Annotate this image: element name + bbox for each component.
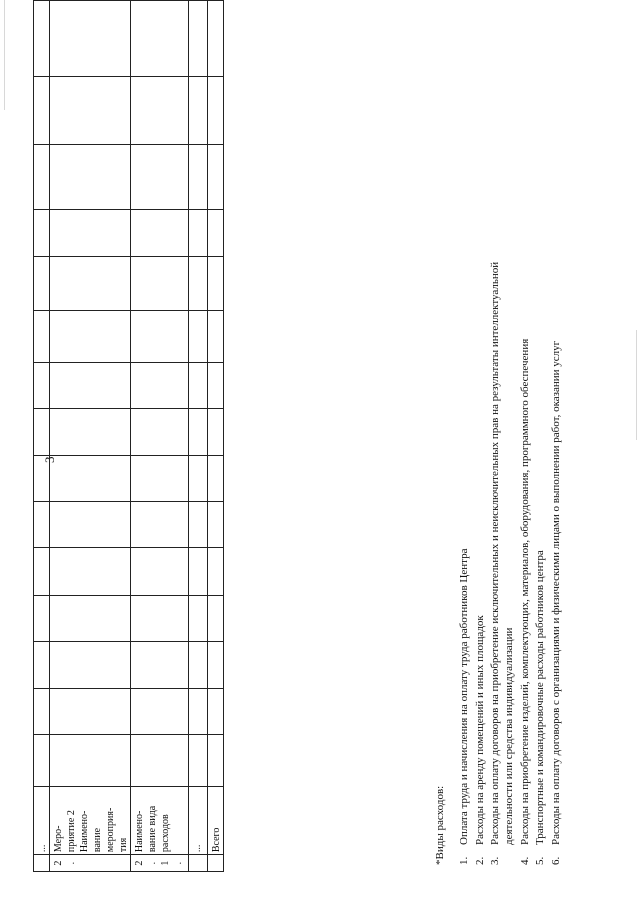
empty-cell — [131, 548, 189, 595]
expense-types-footnote — [433, 45, 565, 865]
empty-cell — [189, 502, 208, 548]
empty-cell — [131, 641, 189, 688]
row-name-line: ... — [192, 844, 203, 853]
expense-type-text: Оплата труда и начисления на оплату труда работников Центра — [458, 548, 470, 845]
empty-cell — [208, 595, 224, 641]
empty-cell — [131, 502, 189, 548]
page-number: 3 — [42, 456, 57, 463]
empty-cell — [34, 209, 50, 256]
empty-cell — [50, 144, 131, 209]
row-name-line: ... — [37, 844, 48, 853]
row-name-line: мероприя- — [105, 807, 116, 853]
empty-cell — [208, 689, 224, 735]
empty-cell — [50, 641, 131, 688]
row-name-line: Всего — [211, 827, 222, 853]
empty-cell — [208, 641, 224, 688]
row-name-line: Наимено- — [79, 810, 90, 853]
expense-type-item — [488, 45, 516, 865]
empty-cell — [34, 455, 50, 501]
empty-cell — [208, 455, 224, 501]
expense-type-number: 4. — [518, 856, 531, 865]
empty-cell — [131, 689, 189, 735]
empty-cell — [131, 409, 189, 455]
empty-cell — [50, 689, 131, 735]
empty-cell — [189, 548, 208, 595]
empty-cell — [50, 209, 131, 256]
empty-cell — [208, 548, 224, 595]
expense-type-text-continuation: деятельности или средства индивидуализации — [503, 627, 516, 845]
empty-cell — [34, 595, 50, 641]
empty-cell — [34, 548, 50, 595]
row-number-cell — [50, 855, 131, 872]
table-row — [189, 1, 208, 872]
row-name-line: Меро- — [53, 825, 64, 853]
empty-cell — [189, 363, 208, 409]
empty-cell — [34, 144, 50, 209]
row-number-cell — [189, 855, 208, 872]
row-number-cell — [131, 855, 189, 872]
row-number-cell — [34, 855, 50, 872]
empty-cell — [189, 311, 208, 363]
empty-cell — [50, 548, 131, 595]
empty-cell — [131, 311, 189, 363]
empty-cell — [189, 455, 208, 501]
row-name-line: расходов — [160, 814, 171, 853]
empty-cell — [131, 1, 189, 77]
expense-type-number: 6. — [549, 856, 562, 865]
empty-cell — [50, 455, 131, 501]
table-row — [208, 1, 224, 872]
row-name-line: вание — [92, 827, 103, 853]
empty-cell — [34, 311, 50, 363]
expense-type-number: 1. — [458, 856, 470, 865]
row-number-part: . — [173, 861, 184, 865]
empty-cell — [189, 735, 208, 787]
expense-type-item — [457, 45, 471, 865]
expense-type-number: 3. — [489, 856, 502, 865]
empty-cell — [50, 502, 131, 548]
expenses-table — [33, 0, 224, 872]
empty-cell — [50, 256, 131, 310]
table-row — [50, 1, 131, 872]
row-name-cell — [50, 787, 131, 855]
row-number-cell — [208, 855, 224, 872]
row-number-part: . — [147, 861, 158, 865]
empty-cell — [50, 735, 131, 787]
empty-cell — [131, 144, 189, 209]
empty-cell — [34, 735, 50, 787]
empty-cell — [208, 256, 224, 310]
row-name-cell — [34, 787, 50, 855]
expense-type-text: Расходы на аренду помещений и иных площадок — [473, 615, 486, 845]
row-name-cell — [208, 787, 224, 855]
row-name-cell — [131, 787, 189, 855]
empty-cell — [34, 502, 50, 548]
empty-cell — [189, 641, 208, 688]
expense-type-text: Транспортные и командировочные расходы работников центра — [534, 550, 547, 845]
empty-cell — [189, 409, 208, 455]
empty-cell — [189, 209, 208, 256]
footnote-title: *Виды расходов: — [434, 785, 446, 865]
expense-type-text: Расходы на оплату договоров с организациями и физическими лицами о выполнении работ, оказании услуг — [549, 340, 562, 845]
row-name-line: тия — [118, 837, 129, 853]
empty-cell — [131, 209, 189, 256]
empty-cell — [208, 502, 224, 548]
table-row — [131, 1, 189, 872]
empty-cell — [208, 735, 224, 787]
expense-type-number: 2. — [473, 856, 486, 865]
empty-cell — [34, 1, 50, 77]
empty-cell — [34, 363, 50, 409]
row-number-part: . — [66, 861, 77, 865]
empty-cell — [50, 1, 131, 77]
empty-cell — [208, 209, 224, 256]
row-name-line: вание вида — [147, 805, 158, 853]
row-number-part: 1 — [160, 860, 171, 866]
expense-type-item — [533, 45, 547, 865]
row-name-line: Наимено- — [134, 810, 145, 853]
empty-cell — [208, 76, 224, 144]
row-number-part: 2 — [53, 860, 64, 866]
expense-type-text: Расходы на оплату договоров на приобретение исключительных и неисключительных прав на результаты интеллектуальной — [489, 261, 502, 845]
empty-cell — [189, 144, 208, 209]
empty-cell — [208, 363, 224, 409]
empty-cell — [189, 256, 208, 310]
empty-cell — [208, 409, 224, 455]
empty-cell — [50, 311, 131, 363]
expense-type-text: Расходы на приобретение изделий, комплектующих, материалов, оборудования, программного обеспечения — [518, 338, 531, 845]
empty-cell — [131, 256, 189, 310]
empty-cell — [131, 595, 189, 641]
expense-type-item — [549, 45, 563, 865]
empty-cell — [208, 311, 224, 363]
empty-cell — [50, 595, 131, 641]
empty-cell — [208, 1, 224, 77]
row-name-line: приятие 2 — [66, 810, 77, 853]
empty-cell — [131, 76, 189, 144]
empty-cell — [189, 1, 208, 77]
table-row — [34, 1, 50, 872]
empty-cell — [34, 409, 50, 455]
empty-cell — [189, 689, 208, 735]
empty-cell — [208, 144, 224, 209]
expense-type-item — [473, 45, 487, 865]
empty-cell — [50, 76, 131, 144]
empty-cell — [34, 641, 50, 688]
row-number-part: 2 — [134, 860, 145, 866]
empty-cell — [50, 409, 131, 455]
empty-cell — [189, 76, 208, 144]
empty-cell — [34, 76, 50, 144]
empty-cell — [131, 455, 189, 501]
row-name-cell — [189, 787, 208, 855]
empty-cell — [131, 363, 189, 409]
empty-cell — [50, 363, 131, 409]
empty-cell — [131, 735, 189, 787]
empty-cell — [189, 595, 208, 641]
expense-type-number: 5. — [534, 856, 547, 865]
empty-cell — [34, 689, 50, 735]
expense-type-item — [518, 45, 532, 865]
expense-types-list — [457, 45, 563, 865]
empty-cell — [34, 256, 50, 310]
